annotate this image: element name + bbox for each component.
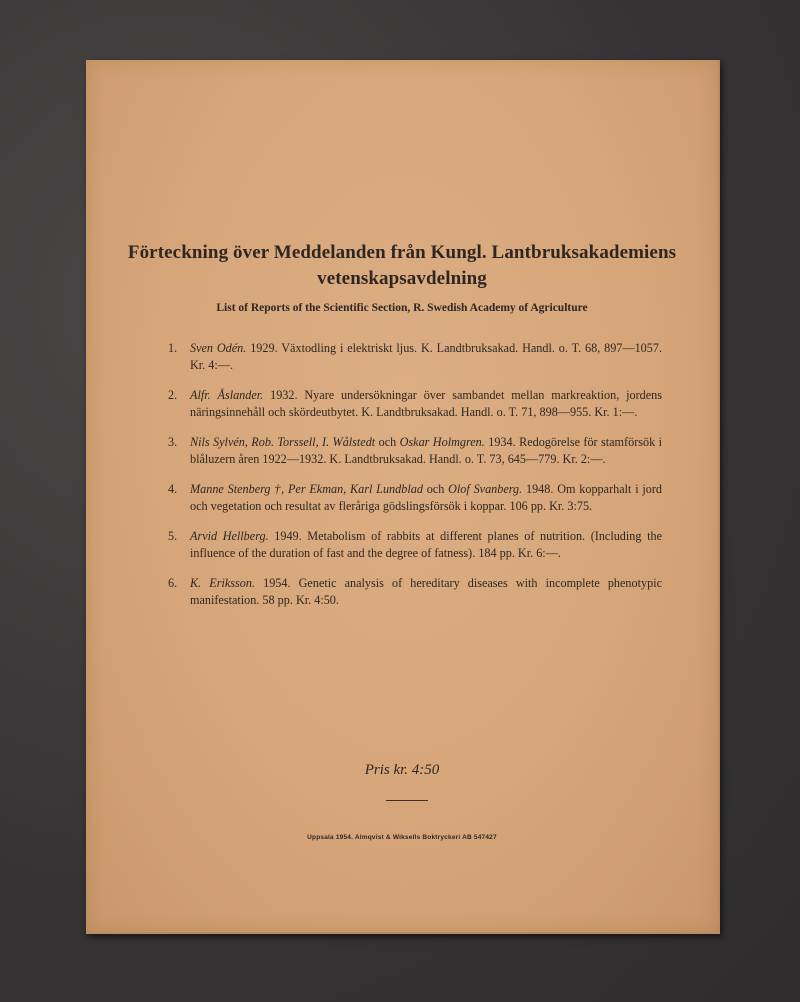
entry-number: 1. xyxy=(168,341,178,355)
report-entry-5 xyxy=(168,528,662,562)
report-list xyxy=(168,340,662,622)
entry-details: 1948. Om kopparhalt i jord och vegetation och resultat av fleråriga gödslingsförsök i koppar. 106 pp. Kr. 3:75. xyxy=(190,482,663,513)
entry-authors: Alfr. Åslander. xyxy=(190,388,264,402)
entry-authors: K. Eriksson. xyxy=(190,576,255,590)
printer-imprint: Uppsala 1954. Almqvist & Wiksells Boktryckeri AB 547427 xyxy=(307,834,497,841)
report-entry-4 xyxy=(168,481,662,515)
report-entry-2 xyxy=(168,387,662,421)
price-label: Pris kr. 4:50 xyxy=(364,762,440,778)
report-entry-1 xyxy=(168,340,662,374)
title-line-2: vetenskapsavdelning xyxy=(317,268,487,289)
entry-authors: Nils Sylvén, Rob. Torssell, I. Wålstedt xyxy=(190,435,376,449)
entry-authors: Manne Stenberg †, Per Ekman, Karl Lundblad xyxy=(190,482,423,496)
entry-authors: Sven Odén. xyxy=(190,341,247,355)
divider-rule xyxy=(386,800,428,801)
entry-authors: Arvid Hellberg. xyxy=(190,529,269,543)
entry-connector: och xyxy=(375,435,400,449)
document-subtitle: List of Reports of the Scientific Section, R. Swedish Academy of Agriculture xyxy=(216,302,588,314)
entry-details: 1954. Genetic analysis of hereditary diseases with incomplete phenotypic manifestation. 58 pp. Kr. 4:50. xyxy=(190,576,662,607)
report-entry-6 xyxy=(168,575,662,609)
entry-connector: och xyxy=(422,482,449,496)
entry-number: 6. xyxy=(168,576,178,590)
entry-details: 1929. Växtodling i elektriskt ljus. K. Landtbruksakad. Handl. o. T. 68, 897—1057. Kr. 4:—. xyxy=(190,341,663,372)
document-page xyxy=(86,60,720,934)
entry-authors-last: Oskar Holmgren. xyxy=(399,435,485,449)
report-entry-3 xyxy=(168,434,662,468)
entry-number: 4. xyxy=(168,482,178,496)
entry-details: 1932. Nyare undersökningar över sambandet mellan markreaktion, jordens näringsinnehåll och skördeutbytet. K. Landtbruksakad. Handl. o. T. 71, 898—955. Kr. 1:—. xyxy=(190,388,662,419)
entry-number: 5. xyxy=(168,529,178,543)
title-line-1: Förteckning över Meddelanden från Kungl. Lantbruksakademiens xyxy=(127,242,677,263)
document-title xyxy=(86,240,718,292)
entry-number: 3. xyxy=(168,435,178,449)
entry-authors-last: Olof Svanberg. xyxy=(448,482,523,496)
entry-details: 1934. Redogörelse för stamförsök i blåluzern åren 1922—1932. K. Landtbruksakad. Handl. o. T. 73, 645—779. Kr. 2:—. xyxy=(190,435,662,466)
entry-number: 2. xyxy=(168,388,178,402)
entry-details: 1949. Metabolism of rabbits at different planes of nutrition. (Including the influence of the duration of fast and the degree of fatness). 184 pp. Kr. 6:—. xyxy=(190,529,662,560)
